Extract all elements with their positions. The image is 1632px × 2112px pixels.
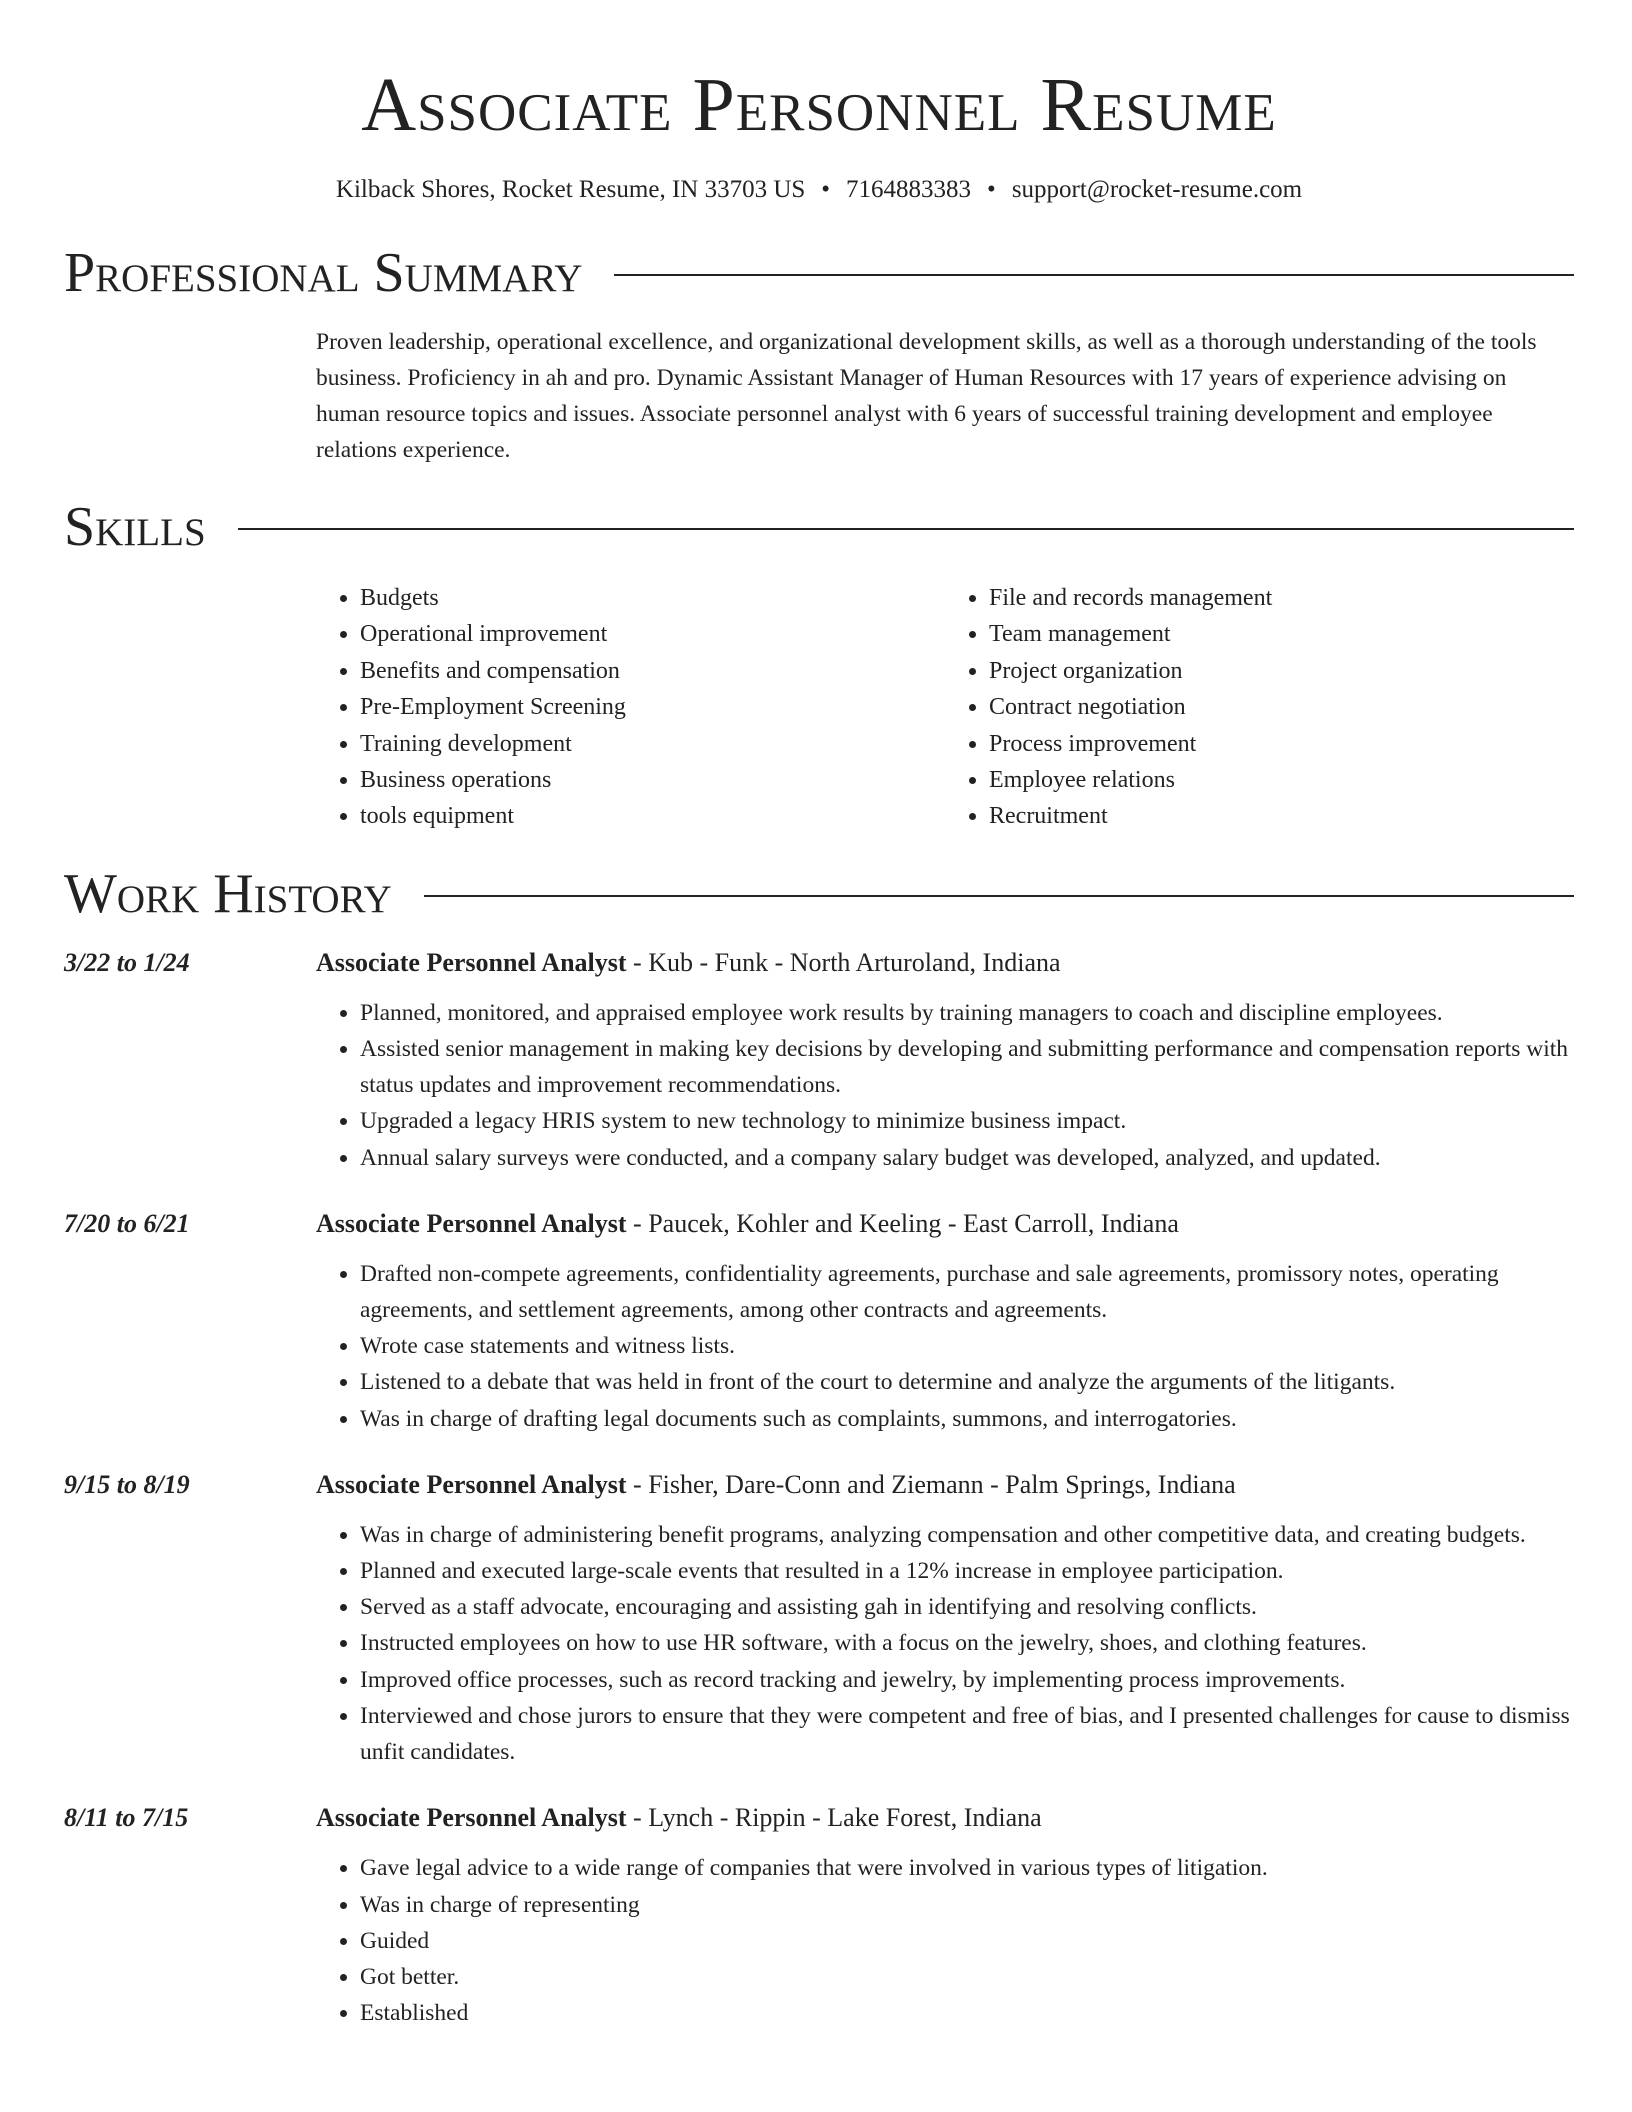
contact-address: Kilback Shores, Rocket Resume, IN 33703 US	[335, 176, 806, 203]
skills-column-right	[945, 580, 1574, 835]
skill-item: • Employee relations	[989, 762, 1574, 798]
job-entry	[64, 1800, 1574, 2031]
skill-item: • Training development	[360, 726, 945, 762]
job-dates: 3/22 to 1/24	[64, 947, 190, 977]
job-bullet: • Wrote case statements and witness lists.	[360, 1328, 1574, 1364]
job-title: Associate Personnel Analyst	[316, 1208, 627, 1238]
summary-text: Proven leadership, operational excellence, and organizational development skills, as well as a thorough understanding of the tools business. Proficiency in ah and pro. Dynamic Assistant Manager of Human Resources with 17 years of experience advising on human resource topics and issues. Associate personnel analyst with 6 years of successful training development and employee relations experience.	[316, 329, 1537, 463]
job-bullets	[64, 1850, 1574, 2031]
contact-separator: •	[987, 176, 996, 203]
job-header	[64, 1467, 1574, 1503]
job-header	[64, 1206, 1574, 1242]
job-bullet: • Established	[360, 1995, 1574, 2031]
resume-page	[64, 0, 1574, 2031]
contact-line	[64, 174, 1574, 206]
job-bullet: • Drafted non-compete agreements, confidentiality agreements, purchase and sale agreements, promissory notes, operating agreements, and settlement agreements, among other contracts and agreements.	[360, 1256, 1574, 1328]
contact-separator: •	[821, 176, 831, 203]
job-entry	[64, 1467, 1574, 1770]
job-title-line	[316, 1206, 1179, 1242]
job-title: Associate Personnel Analyst	[316, 1469, 627, 1499]
work-section-header	[64, 861, 1574, 927]
resume-title: Associate Personnel Resume	[361, 63, 1277, 147]
job-bullet: • Assisted senior management in making key decisions by developing and submitting performance and compensation reports with status updates and improvement recommendations.	[360, 1031, 1574, 1103]
job-bullet: • Upgraded a legacy HRIS system to new technology to minimize business impact.	[360, 1103, 1574, 1139]
skills-column-left	[316, 580, 945, 835]
work-history-list	[64, 945, 1574, 2031]
job-bullet: • Instructed employees on how to use HR software, with a focus on the jewelry, shoes, and clothing features.	[360, 1625, 1574, 1661]
job-dates: 7/20 to 6/21	[64, 1208, 190, 1238]
job-entry	[64, 945, 1574, 1176]
job-bullet: • Listened to a debate that was held in front of the court to determine and analyze the arguments of the litigants.	[360, 1364, 1574, 1400]
skill-item: • Business operations	[360, 762, 945, 798]
job-employer: - Fisher, Dare-Conn and Ziemann - Palm Springs, Indiana	[626, 1469, 1236, 1499]
skills-section-header	[64, 494, 1574, 560]
job-employer: - Lynch - Rippin - Lake Forest, Indiana	[626, 1803, 1042, 1833]
skills-list	[316, 580, 1574, 835]
job-bullet: • Planned, monitored, and appraised employee work results by training managers to coach and discipline employees.	[360, 995, 1574, 1031]
job-bullet: • Interviewed and chose jurors to ensure that they were competent and free of bias, and I presented challenges for cause to dismiss unfit candidates.	[360, 1698, 1574, 1770]
section-divider	[238, 528, 1574, 530]
job-bullets	[64, 995, 1574, 1176]
job-bullet: • Improved office processes, such as record tracking and jewelry, by implementing process improvements.	[360, 1662, 1574, 1698]
skill-item: • Operational improvement	[360, 616, 945, 652]
section-divider	[614, 274, 1574, 276]
contact-email: support@rocket-resume.com	[1011, 176, 1303, 203]
job-bullet: • Was in charge of drafting legal documents such as complaints, summons, and interrogatories.	[360, 1401, 1574, 1437]
job-entry	[64, 1206, 1574, 1437]
job-title-line	[316, 1467, 1236, 1503]
skill-item: • Contract negotiation	[989, 689, 1574, 725]
job-title-line	[316, 945, 1061, 981]
job-dates: 9/15 to 8/19	[64, 1469, 190, 1499]
skill-item: • Benefits and compensation	[360, 653, 945, 689]
skill-item: • Project organization	[989, 653, 1574, 689]
job-bullet: • Annual salary surveys were conducted, and a company salary budget was developed, analyzed, and updated.	[360, 1140, 1574, 1176]
skill-item: • File and records management	[989, 580, 1574, 616]
job-bullet: • Planned and executed large-scale events that resulted in a 12% increase in employee participation.	[360, 1553, 1574, 1589]
skill-item: • Pre-Employment Screening	[360, 689, 945, 725]
skill-item: • Recruitment	[989, 798, 1574, 834]
job-bullet: • Got better.	[360, 1959, 1574, 1995]
skills-section-title: Skills	[64, 496, 206, 558]
job-bullets	[64, 1256, 1574, 1437]
job-header	[64, 945, 1574, 981]
job-employer: - Kub - Funk - North Arturoland, Indiana	[626, 947, 1061, 977]
job-title: Associate Personnel Analyst	[316, 947, 627, 977]
job-bullet: • Was in charge of administering benefit programs, analyzing compensation and other competitive data, and creating budgets.	[360, 1517, 1574, 1553]
skill-item: • tools equipment	[360, 798, 945, 834]
job-bullet: • Served as a staff advocate, encouraging and assisting gah in identifying and resolving conflicts.	[360, 1589, 1574, 1625]
summary-section-title: Professional Summary	[64, 242, 583, 304]
job-dates: 8/11 to 7/15	[64, 1803, 189, 1833]
job-bullet: • Guided	[360, 1923, 1574, 1959]
skill-item: • Budgets	[360, 580, 945, 616]
job-bullet: • Was in charge of representing	[360, 1887, 1574, 1923]
summary-section-header	[64, 240, 1574, 306]
skill-item: • Process improvement	[989, 726, 1574, 762]
job-bullets	[64, 1517, 1574, 1770]
job-bullet: • Gave legal advice to a wide range of companies that were involved in various types of litigation.	[360, 1850, 1574, 1886]
contact-phone: 7164883383	[846, 176, 972, 203]
section-divider	[424, 895, 1574, 897]
skill-item: • Team management	[989, 616, 1574, 652]
job-title-line	[316, 1800, 1042, 1836]
work-section-title: Work History	[64, 862, 392, 925]
job-title: Associate Personnel Analyst	[316, 1803, 627, 1833]
job-header	[64, 1800, 1574, 1836]
job-employer: - Paucek, Kohler and Keeling - East Carroll, Indiana	[626, 1208, 1179, 1238]
